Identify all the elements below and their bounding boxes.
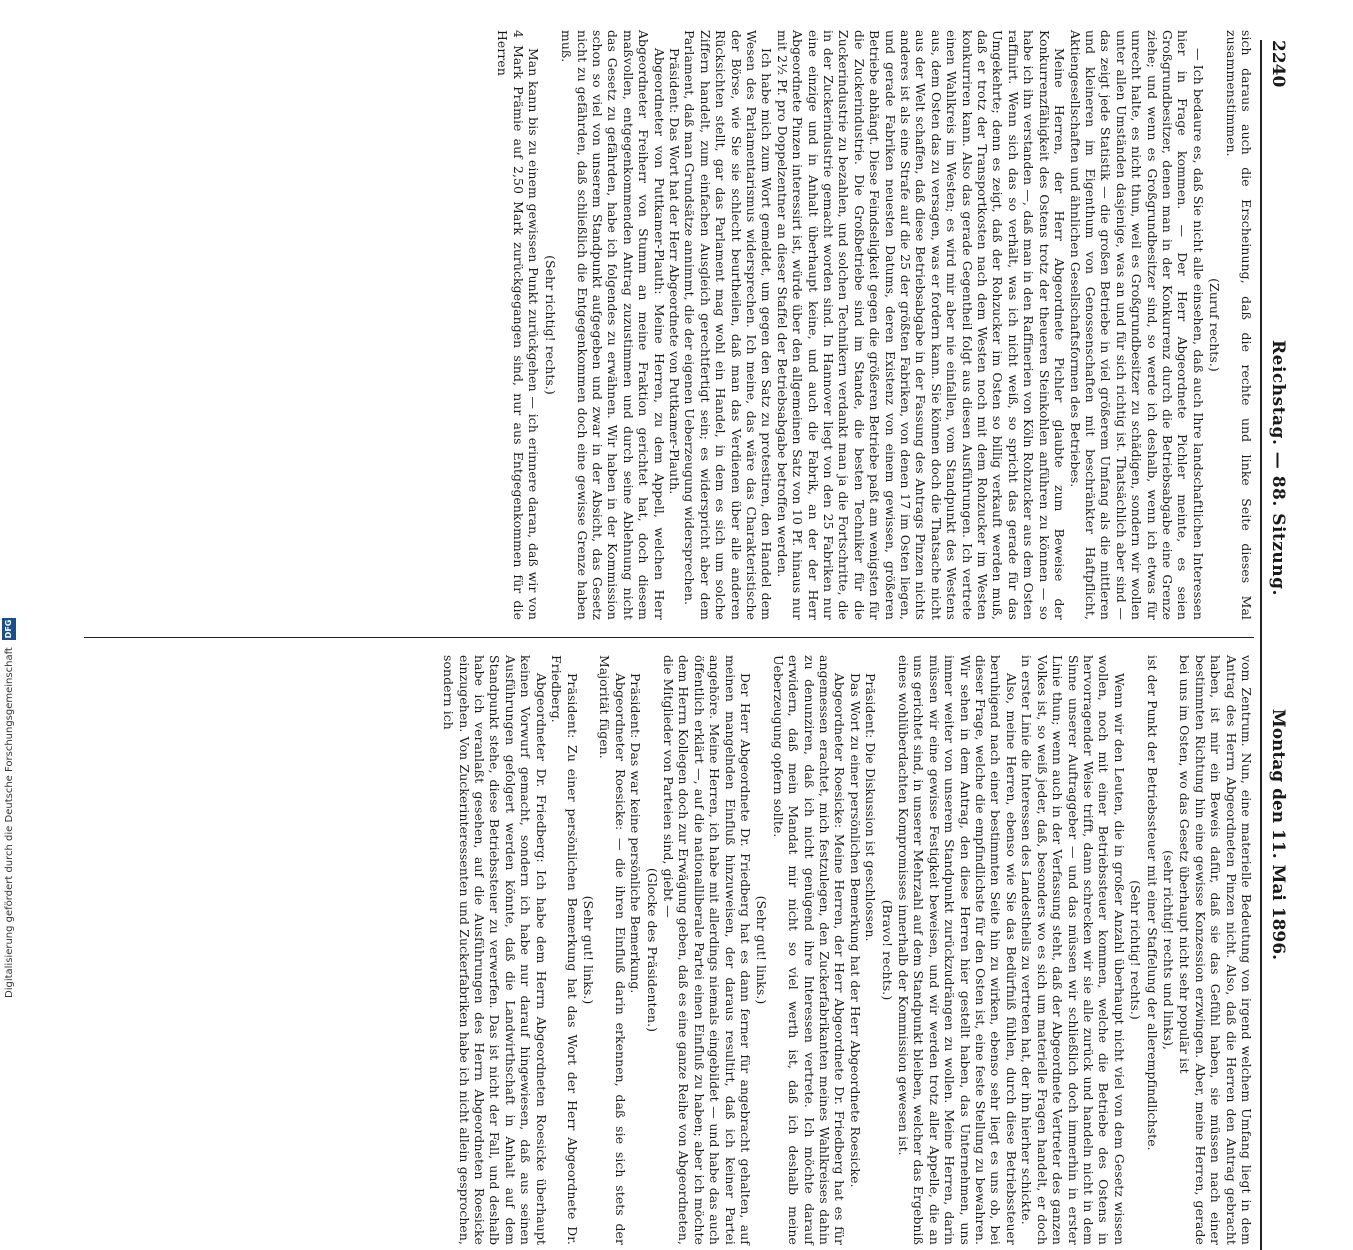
header-rule xyxy=(1260,40,1262,1250)
paragraph: Der Herr Abgeordnete Dr. Friedberg hat es dann ferner für angebracht gehalten, auf meinen mangelnden Einfluß hinzuweisen, der daraus resultirt, daß ich keiner Partei angehöre. Meine Herren, ich habe mit allerdings niemals eingebildet — und habe das auch öffentlich erklärt —, auf die nationalliberale Partei einen Einfluß zu haben; aber ich möchte dem Herrn Kollegen doch zur Erwägung geben, daß es eine ganze Reihe von Abgeordneten, die Mitglieder von Parteien sind, giebt — xyxy=(660,655,753,1245)
dfg-logo: DFG xyxy=(2,618,16,640)
paragraph: Meine Herren, der Herr Abgeordnete Pichler glaubte zum Beweise der Konkurrenzfähigkeit des Ostens trotz der theueren Steinkohlen anführen zu können — so habe ich ihn verstanden —, daß man in den Raffinerien von Köln Rohzucker aus dem Osten raffinirt. Wenn sich das so verhält, was ich nicht weiß, so spricht das gerade für das Umgekehrte; denn es zeigt, daß der Rohzucker im Osten so billig verkauft werden muß, daß er trotz der Transportkosten nach dem Westen noch mit dem Rohzucker im Westen konkurriren kann. Also das gerade Gegentheil folgt aus diesen Ausführungen. Ich vertrete einen Wahlkreis im Westen; es wird mir aber nie einfallen, vom Standpunkt des Westens aus, dem Osten das zu versagen, was er fordern kann. Sie können doch die Thatsache nicht aus der Welt schaffen, daß diese Betriebsabgabe in der Fassung des Antrags Pinzen nichts anderes ist als eine Strafe auf die 25 der größten Fabriken, von denen 17 im Osten liegen, und gerade Fabriken neuesten Datums, deren Existenz von einem gewissen, größeren Betriebe abhängt. Diese Feindseligkeit gegen die größeren Betriebe paßt am wenigsten für die Zuckerindustrie. Die Großbetriebe sind im Stande, die besten Techniker für die Zuckerindustrie zu bezahlen, und solchen Technikern verdankt man ja die Fortschritte, die in der Zuckerindustrie gemacht worden sind. In Hannover liegt von den 25 Fabriken nur eine einzige und in Anhalt überhaupt keine, und auch die Fabrik, an der der Herr Abgeordnete Pinzen interessirt ist, würde über den allgemeinen Satz von 10 Pf. hinaus nur mit 2½ Pf. pro Doppelzentner an dieser Staffel der Betriebsabgabe betroffen werden. xyxy=(774,30,1068,620)
paragraph: Abgeordneter Roesicke: — die ihren Einfluß darin erkennen, daß sie sich stets der Majorität fügen. xyxy=(597,655,628,1245)
column-divider xyxy=(84,637,1254,638)
paragraph: Wenn wir den Leuten, die in großer Anzahl überhaupt nicht viel von dem Gesetz wissen wollen, noch mit einer Betriebssteuer kommen, welche die Betriebe des Ostens in hervorragender Weise trifft, dann schrecken wir sie alle zurück und handeln nicht in dem Sinne unserer Auftraggeber — und das müssen wir schließlich doch immerhin in erster Linie thun; wenn auch in der Verfassung steht, daß der Abgeordnete Vertreter des ganzen Volkes ist, so weiß jeder, daß, besonders wo es sich um materielle Fragen handelt, er doch in erster Linie die Interessen des Landestheils zu vertreten hat, der ihn hierher schickte. xyxy=(1019,655,1127,1245)
interjection: (Glocke des Präsidenten.) xyxy=(644,867,660,1033)
interjection: (Sehr richtig! rechts.) xyxy=(1128,880,1144,1020)
paragraph: Abgeordneter von Puttkamer-Plauth: Meine Herren, zu dem Appell, welchen Herr Abgeordneter Freiherr von Stumm an meine Fraktion gerichtet hat, doch diesem maßvollen, entgegenkommenden Antrag zuzustimmen und durch seine Ablehnung nicht das Gesetz zu gefährden, habe ich folgendes zu erwähnen. Wir haben in der Kommission schon so viel von unserem Standpunkt aufgegeben und zwar in der Absicht, das Gesetz nicht zu gefährden, daß schließlich die Entgegenkommen doch eine gewisse Grenze haben muß. xyxy=(559,30,667,620)
paragraph: Abgeordneter Dr. Friedberg: Ich habe dem Herrn Abgeordneten Roesicke überhaupt keinen Vorwurf gemacht, sondern ich habe nur darauf hingewiesen, daß aus seinen Ausführungen gefolgert werden könnte, daß die Landwirthschaft in Anhalt auf dem Standpunkt stehe, diese Betriebssteuer zu verwerfen. Das ist nicht der Fall, und deshalb habe ich veranlaßt gesehen, auf die Ausführungen des Herrn Abgeordneten Roesicke einzugehen. Von Zuckerinteressenten und Zuckerfabriken habe ich nicht allein gesprochen, sondern ich xyxy=(441,655,549,1245)
paragraph: Präsident: Das war keine persönliche Bemerkung. xyxy=(628,673,644,994)
paragraph: vom Zentrum. Nun, eine materielle Bedeutung von irgend welchem Umfang liegt in dem Antrag des Herrn Abgeordneten Pinzen nicht. Also, daß die Herren den Antrag gebracht haben, ist mir ein Beweis dafür, daß sie das Gefühl haben, sie müssen nach einer bestimmten Richtung hin eine gewisse Konzession erzwingen. Aber, meine Herren, gerade bei uns im Osten, wo das Gesetz überhaupt nicht sehr populär ist xyxy=(1177,655,1254,1245)
interjection: (Sehr richtig! rechts.) xyxy=(542,255,558,395)
interjection: (Zuruf rechts.) xyxy=(1207,278,1223,372)
session-title: Reichstag. — 88. Sitzung. xyxy=(1268,340,1288,596)
paragraph: Also, meine Herren, ebenso wie Sie das Bedürfniß fühlen, durch diese Betriebssteuer beruhigend nach einer bestimmten Seite hin zu wirken, ebenso sehr liegt es uns ob, bei dieser Frage, welche die empfindlichste für den Osten ist, eine feste Stellung zu bewahren. Wir sehen in dem Antrag, den diese Herren hier gestellt haben, das Unternehmen, uns immer weiter von unserem Standpunkt zurückzudrängen zu wollen. Meine Herren, darin müssen wir eine gewisse Festigkeit beweisen, und wir werden trotz aller Appelle, die an uns gerichtet sind, in unserer Mehrzahl auf dem Standpunkt bleiben, welcher das Ergebniß eines wohlüberdachten Kompromisses innerhalb der Kommission gewesen ist. xyxy=(896,655,1019,1245)
credit-text: Digitalisierung gefördert durch die Deutsche Forschungsgemeinschaft xyxy=(4,647,15,998)
digitization-credit xyxy=(2,618,16,998)
interjection: (sehr richtig! rechts und links), xyxy=(1160,849,1176,1051)
paragraph: Ich habe mich zum Wort gemeldet, um gegen den Satz zu protestiren, den Handel dem Wesen des Parlamentarismus widersprechen. Ich meine, das wäre das Charakteristische der Börse, wie Sie sie schlecht beurtheilen, daß man das Verdienen über alle anderen Rücksichten stellt, gar das Parlament mag wohl ein Handel, in dem es sich um solche Ziffern handelt, zum einfachen Ausgleich gerechtfertigt sein; es widerspricht aber dem Parlament, daß man Grundsätze annimmt, die der eigenen Ueberzeugung widersprechen. xyxy=(682,30,775,620)
session-date: Montag den 11. Mai 1896. xyxy=(1268,708,1288,960)
interjection: (Sehr gut! links.) xyxy=(754,895,770,1005)
left-column xyxy=(495,30,1254,620)
paragraph: sich daraus auch die Erscheinung, daß die rechte und linke Seite dieses Mal zusammenstimmen. xyxy=(1223,30,1254,620)
page-number: 2240 xyxy=(1268,40,1288,88)
page-header xyxy=(1262,40,1292,960)
paragraph: Präsident: Das Wort hat der Herr Abgeordnete von Puttkamer-Plauth. xyxy=(666,48,682,495)
paragraph: Abgeordneter Roesicke: Meine Herren, der Herr Abgeordnete Dr. Friedberg hat es für angemessen erachtet, mich festzulegen, den Zuckerfabrikanten meines Wahlkreises dahin zu denunziren, daß ich nicht genügend ihre Interessen vertrete. Ich möchte darauf erwidern, daß mein Mandat mir nicht so viel werth ist, daß ich deshalb meine Ueberzeugung opfern sollte. xyxy=(770,655,848,1245)
interjection: (Sehr gut! links.) xyxy=(580,895,596,1005)
interjection: (Bravo! rechts.) xyxy=(879,899,895,1001)
paragraph: Präsident: Die Diskussion ist geschlossen. xyxy=(863,673,879,942)
paragraph: Man kann bis zu einem gewissen Punkt zurückgehen — ich erinnere daran, daß wir von 4 Mark Prämie auf 2,50 Mark zurückgegangen sind, nur aus Entgegenkommen für die Herren xyxy=(495,30,542,620)
paragraph: Präsident: Zu einer persönlichen Bemerkung hat das Wort der Herr Abgeordnete Dr. Friedberg. xyxy=(549,655,580,1245)
paragraph: ist der Punkt der Betriebssteuer mit einer Staffelung der allerempfindlichste. xyxy=(1144,655,1160,1151)
paragraph: Das Wort zu einer persönlichen Bemerkung hat der Herr Abgeordnete Roesicke. xyxy=(847,673,863,1188)
right-column xyxy=(441,655,1254,1245)
paragraph: — Ich bedaure es, daß Sie nicht alle einsehen, daß auch Ihre landschaftlichen Interessen hier in Frage kommen. — Der Herr Abgeordnete Pichler meinte, es seien Großgrundbesitzer, denen man in der Konkurrenz durch die Betriebsabgabe eine Grenze ziehe; und wenn es Großgrundbesitzer sind, so werde ich deshalb, wenn ich etwas für unrecht halte, es nicht thun, weil es Großgrundbesitzer zu schädigen, sondern wir wollen unter allen Umständen dasjenige, was an und für sich richtig ist. Thatsächlich aber sind — das zeigt jede Statistik — die großen Betriebe in viel größerem Umfang als die mittleren und kleineren im Eigenthum von Genossenschaften mit beschränkter Haftpflicht, Aktiengesellschaften und ähnlichen Gesellschaftsformen des Betriebes. xyxy=(1067,30,1206,620)
